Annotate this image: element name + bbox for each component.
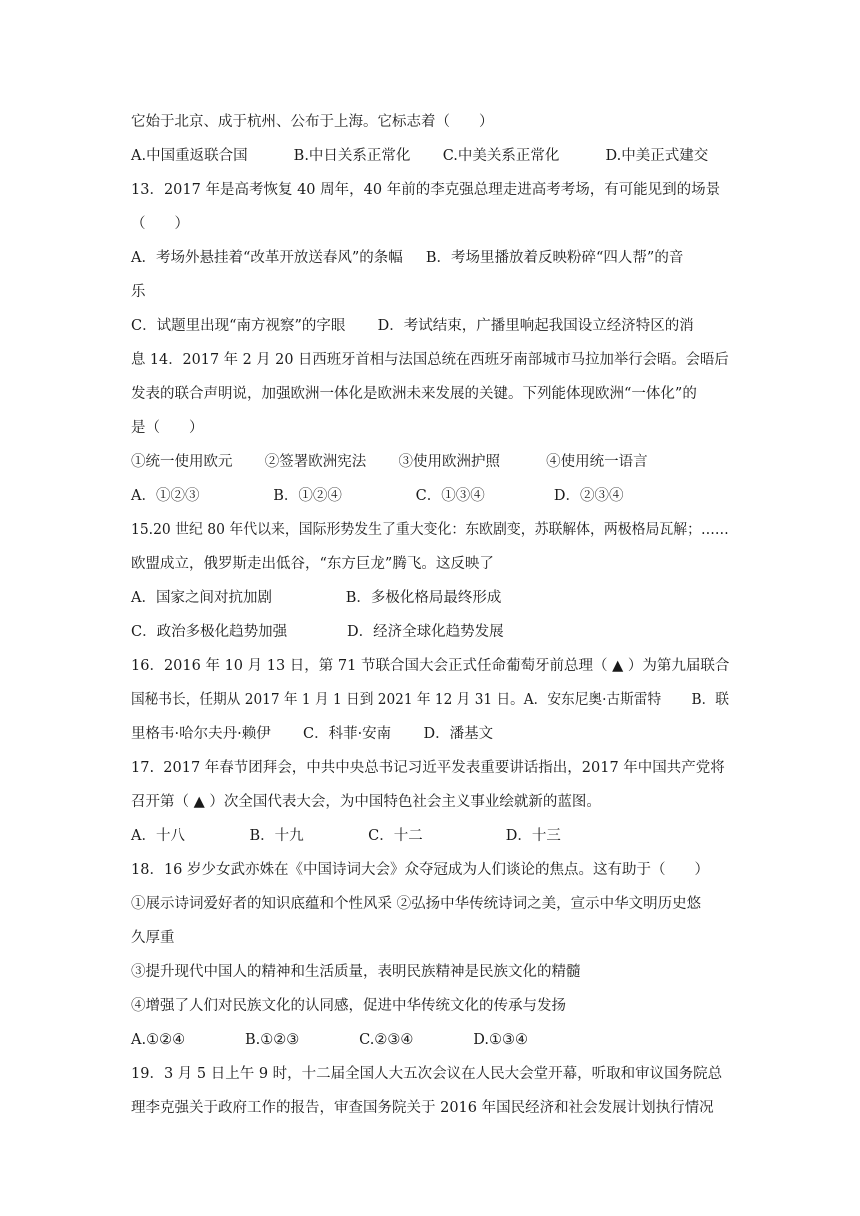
text-line: 久厚重 xyxy=(131,930,175,946)
text-line: 理李克强关于政府工作的报告，审查国务院关于 2016 年国民经济和社会发展计划执行情况 xyxy=(131,1100,714,1116)
text-line: 发表的联合声明说，加强欧洲一体化是欧洲未来发展的关键。下列能体现欧洲“一体化”的 xyxy=(131,386,697,402)
text-line: A．考场外悬挂着“改革开放送春风”的条幅 B．考场里播放着反映粉碎“四人帮”的音 xyxy=(131,250,684,266)
text-line: 是（ ） xyxy=(131,420,204,436)
text-line: C．试题里出现“南方视察”的字眼 D．考试结束，广播里响起我国设立经济特区的消 xyxy=(131,318,694,334)
text-line: C．政治多极化趋势加强 D．经济全球化趋势发展 xyxy=(131,624,504,640)
text-line: 16．2016 年 10 月 13 日，第 71 节联合国大会正式任命葡萄牙前总理（ ▲ ）为第九届联合 xyxy=(131,658,730,674)
text-line: 15.20 世纪 80 年代以来，国际形势发生了重大变化：东欧剧变，苏联解体，两极格局瓦解；…… xyxy=(131,522,729,538)
text-line: 13．2017 年是高考恢复 40 周年，40 年前的李克强总理走进高考考场，有可能见到的场景 xyxy=(131,182,721,198)
text-line: ①展示诗词爱好者的知识底蕴和个性风采 ②弘扬中华传统诗词之美，宣示中华文明历史悠 xyxy=(131,896,702,912)
text-line: 17. 2017 年春节团拜会，中共中央总书记习近平发表重要讲话指出，2017 年中国共产党将 xyxy=(131,760,725,776)
text-line: ④增强了人们对民族文化的认同感，促进中华传统文化的传承与发扬 xyxy=(131,998,566,1014)
text-line: 欧盟成立，俄罗斯走出低谷，“东方巨龙”腾飞。这反映了 xyxy=(131,556,494,572)
text-line: A．①②③ B．①②④ C．①③④ D．②③④ xyxy=(131,488,624,504)
text-line: 召开第（ ▲ ）次全国代表大会，为中国特色社会主义事业绘就新的蓝图。 xyxy=(131,794,601,810)
text-line: A.①②④ B.①②③ C.②③④ D.①③④ xyxy=(131,1032,528,1048)
text-line: 乐 xyxy=(131,284,146,300)
text-line: 18．16 岁少女武亦姝在《中国诗词大会》众夺冠成为人们谈论的焦点。这有助于（ ） xyxy=(131,862,710,878)
text-line: 19．3 月 5 日上午 9 时，十二届全国人大五次会议在人民大会堂开幕，听取和审议国务院总 xyxy=(131,1066,723,1082)
text-line: ①统一使用欧元 ②签署欧洲宪法 ③使用欧洲护照 ④使用统一语言 xyxy=(131,454,648,470)
text-line: （ ） xyxy=(131,216,189,232)
text-line: A．国家之间对抗加剧 B．多极化格局最终形成 xyxy=(131,590,502,606)
text-line: 国秘书长，任期从 2017 年 1 月 1 日到 2021 年 12 月 31 日。A．安东尼奥·古斯雷特 B．联 xyxy=(131,692,729,708)
text-line: A.中国重返联合国 B.中日关系正常化 C.中美关系正常化 D.中美正式建交 xyxy=(131,148,709,164)
text-line: 它始于北京、成于杭州、公布于上海。它标志着（ ） xyxy=(131,114,494,130)
text-line: ③提升现代中国人的精神和生活质量，表明民族精神是民族文化的精髓 xyxy=(131,964,581,980)
text-line: 里格韦·哈尔夫丹·赖伊 C．科菲·安南 D．潘基文 xyxy=(131,726,494,742)
text-line: 息 14．2017 年 2 月 20 日西班牙首相与法国总统在西班牙南部城市马拉加举行会晤。会晤后 xyxy=(131,352,729,368)
text-line: A．十八 B．十九 C．十二 D．十三 xyxy=(131,828,561,844)
